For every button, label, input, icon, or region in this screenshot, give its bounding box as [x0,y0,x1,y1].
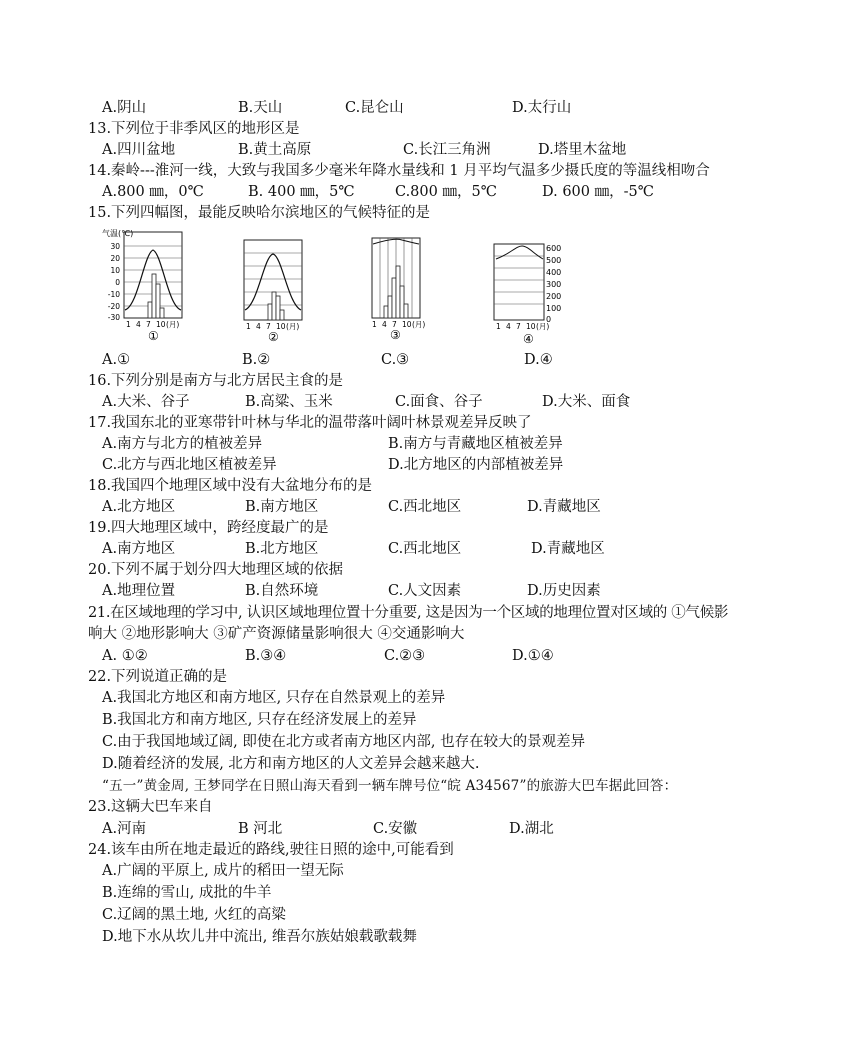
q20-option-c: C.人文因素 [388,583,462,599]
q17-stem: 17.我国东北的亚寒带针叶林与华北的温带落叶阔叶林景观差异反映了 [88,415,532,431]
chart-2-xtick: 10 [276,322,286,331]
q18-option-c: C.西北地区 [388,499,462,515]
q23-option-c: C.安徽 [373,821,418,837]
chart-3-xtick: 1 [372,320,377,329]
q22-stem: 22.下列说道正确的是 [88,669,228,685]
q24-option-a: A.广阔的平原上, 成片的稻田一望无际 [102,863,344,879]
q18-stem: 18.我国四个地理区域中没有大盆地分布的是 [88,478,373,494]
q15-option-b: B.② [242,352,271,368]
chart-4-tick: 500 [546,256,562,265]
q22-option-d: D.随着经济的发展, 北方和南方地区的人文差异会越来越大. [102,756,480,772]
chart-2-xtick: 7 [266,322,271,331]
q13-option-d: D.塔里木盆地 [538,142,627,158]
chart-1-ylabel: 气温(℃) [102,229,134,238]
q14-option-a: A.800 ㎜，0℃ [102,184,204,200]
chart-3-xtick: (月) [412,320,426,329]
q21-option-b: B.③④ [245,648,287,664]
chart-4-xtick: 4 [506,322,511,331]
q21-stem-line1: 21.在区域地理的学习中, 认识区域地理位置十分重要, 这是因为一个区域的地理位置对区域的 ①气候影 [88,605,729,621]
q14-option-b: B. 400 ㎜，5℃ [248,184,355,200]
chart-1-xtick: (月) [166,320,180,329]
q23-stem: 23.这辆大巴车来自 [88,799,213,815]
q20-option-d: D.历史因素 [527,583,601,599]
chart-4-tick: 0 [546,315,552,324]
chart-2-xtick: (月) [286,322,300,331]
q16-option-b: B.高粱、玉米 [245,394,333,410]
climate-chart-3 [372,238,425,342]
chart-3-xtick: 4 [382,320,387,329]
q16-option-c: C.面食、谷子 [395,394,483,410]
chart-4-xtick: 7 [516,322,521,331]
chart-1-tick: -10 [107,290,120,299]
q15-option-c: C.③ [381,352,410,368]
passage-note: “五一”黄金周, 王梦同学在日照山海天看到一辆车牌号位“皖 A34567”的旅游大巴车据此回答： [102,778,678,794]
q22-option-a: A.我国北方地区和南方地区, 只存在自然景观上的差异 [102,690,446,706]
q24-stem: 24.该车由所在地走最近的路线,驶往日照的途中,可能看到 [88,842,454,858]
chart-1-tick: -30 [107,313,120,322]
q22-option-b: B.我国北方和南方地区, 只存在经济发展上的差异 [102,712,417,728]
q17-option-d: D.北方地区的内部植被差异 [388,457,564,473]
chart-1-xtick: 1 [126,320,131,329]
q19-option-c: C.西北地区 [388,541,462,557]
chart-4-tick: 300 [546,280,562,289]
chart-1-xtick: 10 [156,320,166,329]
climate-chart-2 [244,240,302,344]
chart-4-number: ④ [523,332,534,346]
q12-option-b: B.天山 [238,100,283,116]
q15-option-a: A.① [102,352,131,368]
q18-option-d: D.青藏地区 [527,499,601,515]
q12-option-c: C.昆仑山 [345,100,404,116]
chart-1-xtick: 4 [136,320,141,329]
q21-stem-line2: 响大 ②地形影响大 ③矿产资源储量影响很大 ④交通影响大 [88,626,465,642]
q20-option-a: A.地理位置 [102,583,176,599]
q23-option-d: D.湖北 [509,821,554,837]
q16-stem: 16.下列分别是南方与北方居民主食的是 [88,373,344,389]
chart-1-tick: 0 [115,278,120,287]
chart-4-tick: 200 [546,292,562,301]
q14-stem: 14.秦岭---淮河一线，大致与我国多少毫米年降水量线和 1 月平均气温多少摄氏度的等温线相吻合 [88,163,710,179]
q13-stem: 13.下列位于非季风区的地形区是 [88,121,300,137]
chart-1-tick: 30 [110,242,120,251]
chart-1-number: ① [148,329,159,343]
chart-2-xtick: 4 [256,322,261,331]
chart-1-tick: -20 [107,302,120,311]
chart-4-tick: 400 [546,268,562,277]
q20-stem: 20.下列不属于划分四大地理区域的依据 [88,562,344,578]
q13-option-a: A.四川盆地 [102,142,176,158]
climate-chart-1 [102,228,182,343]
climate-chart-4 [494,244,561,346]
chart-4-tick: 100 [546,304,562,313]
q17-option-a: A.南方与北方的植被差异 [102,436,263,452]
chart-2-xtick: 1 [246,322,251,331]
q16-option-a: A.大米、谷子 [102,394,190,410]
q19-stem: 19.四大地理区域中，跨经度最广的是 [88,520,329,536]
chart-1-tick: 20 [110,254,120,263]
chart-4-xtick: (月) [536,322,550,331]
q23-option-a: A.河南 [102,821,147,837]
chart-4-tick: 600 [546,244,562,253]
chart-4-xtick: 10 [526,322,536,331]
q19-option-a: A.南方地区 [102,541,176,557]
q23-option-b: B 河北 [238,821,283,837]
chart-3-number: ③ [390,328,401,342]
q20-option-b: B.自然环境 [245,583,319,599]
q22-option-c: C.由于我国地域辽阔, 即使在北方或者南方地区内部, 也存在较大的景观差异 [102,734,586,750]
q21-option-a: A. ①② [102,648,148,664]
q14-option-d: D. 600 ㎜，-5℃ [542,184,654,200]
chart-1-tick: 10 [110,266,120,275]
chart-2-number: ② [268,330,279,344]
q21-option-c: C.②③ [384,648,426,664]
q18-option-b: B.南方地区 [245,499,319,515]
q19-option-b: B.北方地区 [245,541,319,557]
q16-option-d: D.大米、面食 [542,394,631,410]
climate-charts [100,226,600,346]
q14-option-c: C.800 ㎜，5℃ [395,184,497,200]
q18-option-a: A.北方地区 [102,499,176,515]
q15-option-d: D.④ [524,352,553,368]
q24-option-c: C.辽阔的黑土地, 火红的高粱 [102,907,286,923]
chart-3-xtick: 10 [402,320,412,329]
q24-option-d: D.地下水从坎儿井中流出, 维吾尔族姑娘载歌载舞 [102,929,417,945]
q13-option-b: B.黄土高原 [238,142,312,158]
q17-option-b: B.南方与青藏地区植被差异 [388,436,563,452]
q12-option-a: A.阴山 [102,100,147,116]
q13-option-c: C.长江三角洲 [403,142,491,158]
q12-option-d: D.太行山 [512,100,572,116]
q17-option-c: C.北方与西北地区植被差异 [102,457,277,473]
chart-3-xtick: 7 [392,320,397,329]
q21-option-d: D.①④ [512,648,554,664]
chart-1-xtick: 7 [146,320,151,329]
q15-stem: 15.下列四幅图，最能反映哈尔滨地区的气候特征的是 [88,205,431,221]
q19-option-d: D.青藏地区 [531,541,605,557]
chart-4-xtick: 1 [496,322,501,331]
q24-option-b: B.连绵的雪山, 成批的牛羊 [102,885,272,901]
